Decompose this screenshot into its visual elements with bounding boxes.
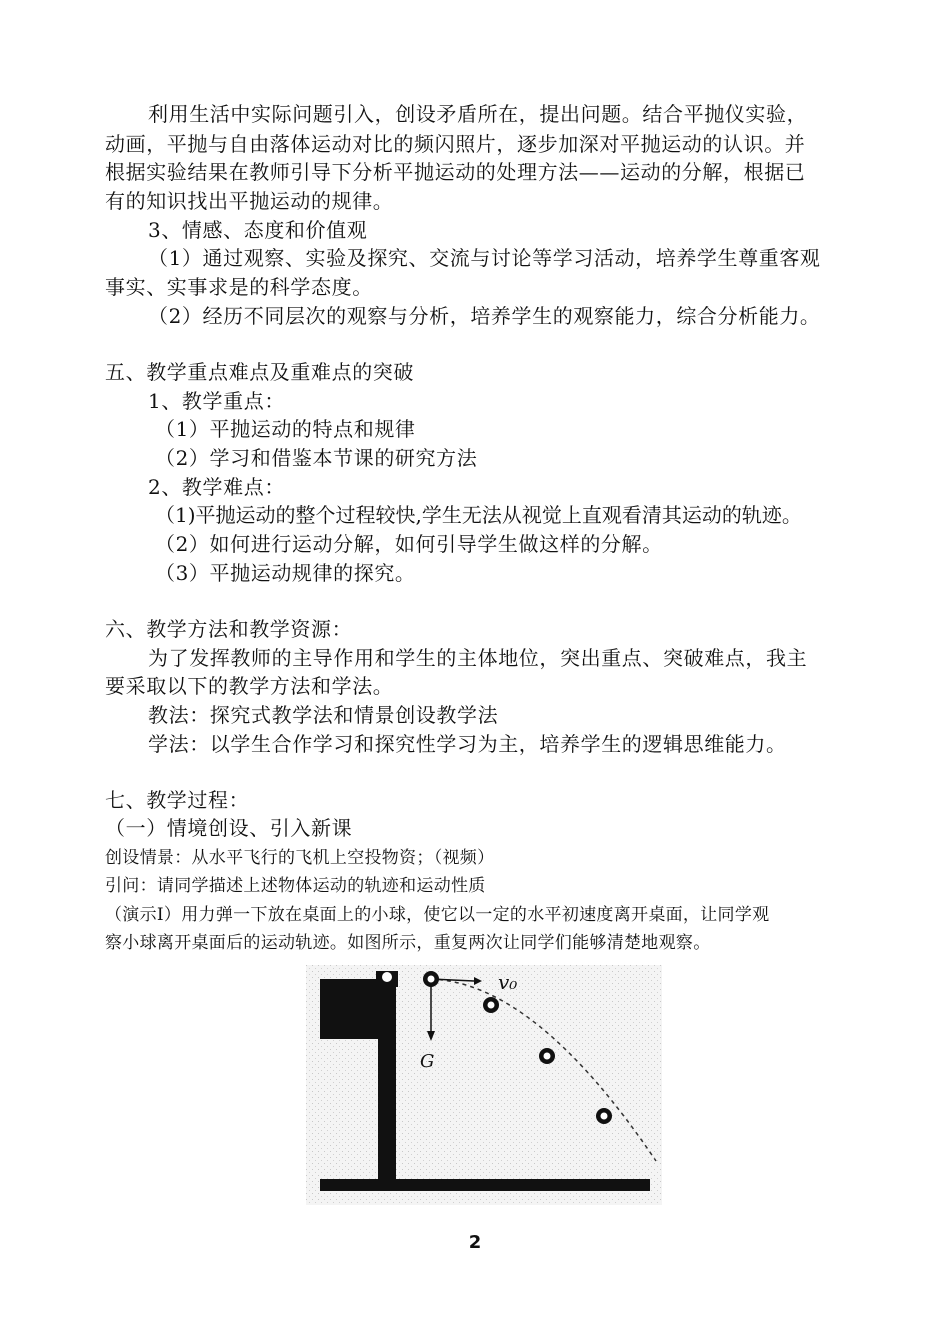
page-number: 2	[468, 1232, 482, 1253]
subheading: 2、教学难点：	[148, 475, 285, 499]
ball-center	[488, 1002, 495, 1009]
paragraph-line: 根据实验结果在教师引导下分析平抛运动的处理方法——运动的分解，根据已	[105, 160, 806, 184]
paragraph-line: 要采取以下的教学方法和学法。	[105, 674, 394, 698]
projectile-figure	[306, 965, 662, 1205]
projectile-figure-svg	[306, 965, 662, 1205]
paragraph-line: 察小球离开桌面后的运动轨迹。如图所示，重复两次让同学们能够清楚地观察。	[105, 933, 711, 953]
paragraph-line: 有的知识找出平抛运动的规律。	[105, 189, 394, 213]
subheading: 1、教学重点：	[148, 389, 285, 413]
paragraph-line: （演示Ⅰ）用力弹一下放在桌面上的小球，使它以一定的水平初速度离开桌面，让同学观	[105, 905, 770, 925]
paragraph-line: 教法：探究式教学法和情景创设教学法	[148, 703, 499, 727]
velocity-label: v₀	[498, 970, 518, 994]
section-heading: 五、教学重点难点及重难点的突破	[105, 360, 414, 384]
paragraph-line: 事实、实事求是的科学态度。	[105, 275, 373, 299]
floor-base	[320, 1179, 650, 1191]
table-top-block	[320, 979, 396, 1039]
paragraph-line: （2）经历不同层次的观察与分析，培养学生的观察能力，综合分析能力。	[148, 304, 821, 328]
list-item: （1）平抛运动的特点和规律	[155, 417, 416, 441]
paragraph-line: 利用生活中实际问题引入，创设矛盾所在，提出问题。结合平抛仪实验，	[148, 102, 808, 126]
table-leg	[378, 1039, 396, 1187]
paragraph-line: 学法：以学生合作学习和探究性学习为主，培养学生的逻辑思维能力。	[148, 732, 787, 756]
list-item: （1)平抛运动的整个过程较快,学生无法从视觉上直观看清其运动的轨迹。	[155, 503, 802, 527]
section-heading: 六、教学方法和教学资源：	[105, 617, 353, 641]
launcher-hole	[382, 972, 392, 982]
paragraph-line: 引问：请同学描述上述物体运动的轨迹和运动性质	[105, 876, 486, 896]
list-item: （2）如何进行运动分解，如何引导学生做这样的分解。	[155, 532, 663, 556]
list-item: （3）平抛运动规律的探究。	[155, 561, 416, 585]
paragraph-line: 创设情景：从水平飞行的飞机上空投物资；（视频）	[105, 848, 495, 868]
subheading: 3、情感、态度和价值观	[148, 218, 368, 242]
paragraph-line: （1）通过观察、实验及探究、交流与讨论等学习活动，培养学生尊重客观	[148, 246, 821, 270]
ball-center	[428, 976, 435, 983]
subheading: （一）情境创设、引入新课	[105, 816, 353, 840]
ball-center	[601, 1113, 608, 1120]
list-item: （2）学习和借鉴本节课的研究方法	[155, 446, 478, 470]
section-heading: 七、教学过程：	[105, 788, 250, 812]
paragraph-line: 为了发挥教师的主导作用和学生的主体地位，突出重点、突破难点，我主	[148, 646, 808, 670]
gravity-label: G	[420, 1051, 435, 1072]
paragraph-line: 动画，平抛与自由落体运动对比的频闪照片，逐步加深对平抛运动的认识。并	[105, 132, 806, 156]
ball-center	[544, 1053, 551, 1060]
